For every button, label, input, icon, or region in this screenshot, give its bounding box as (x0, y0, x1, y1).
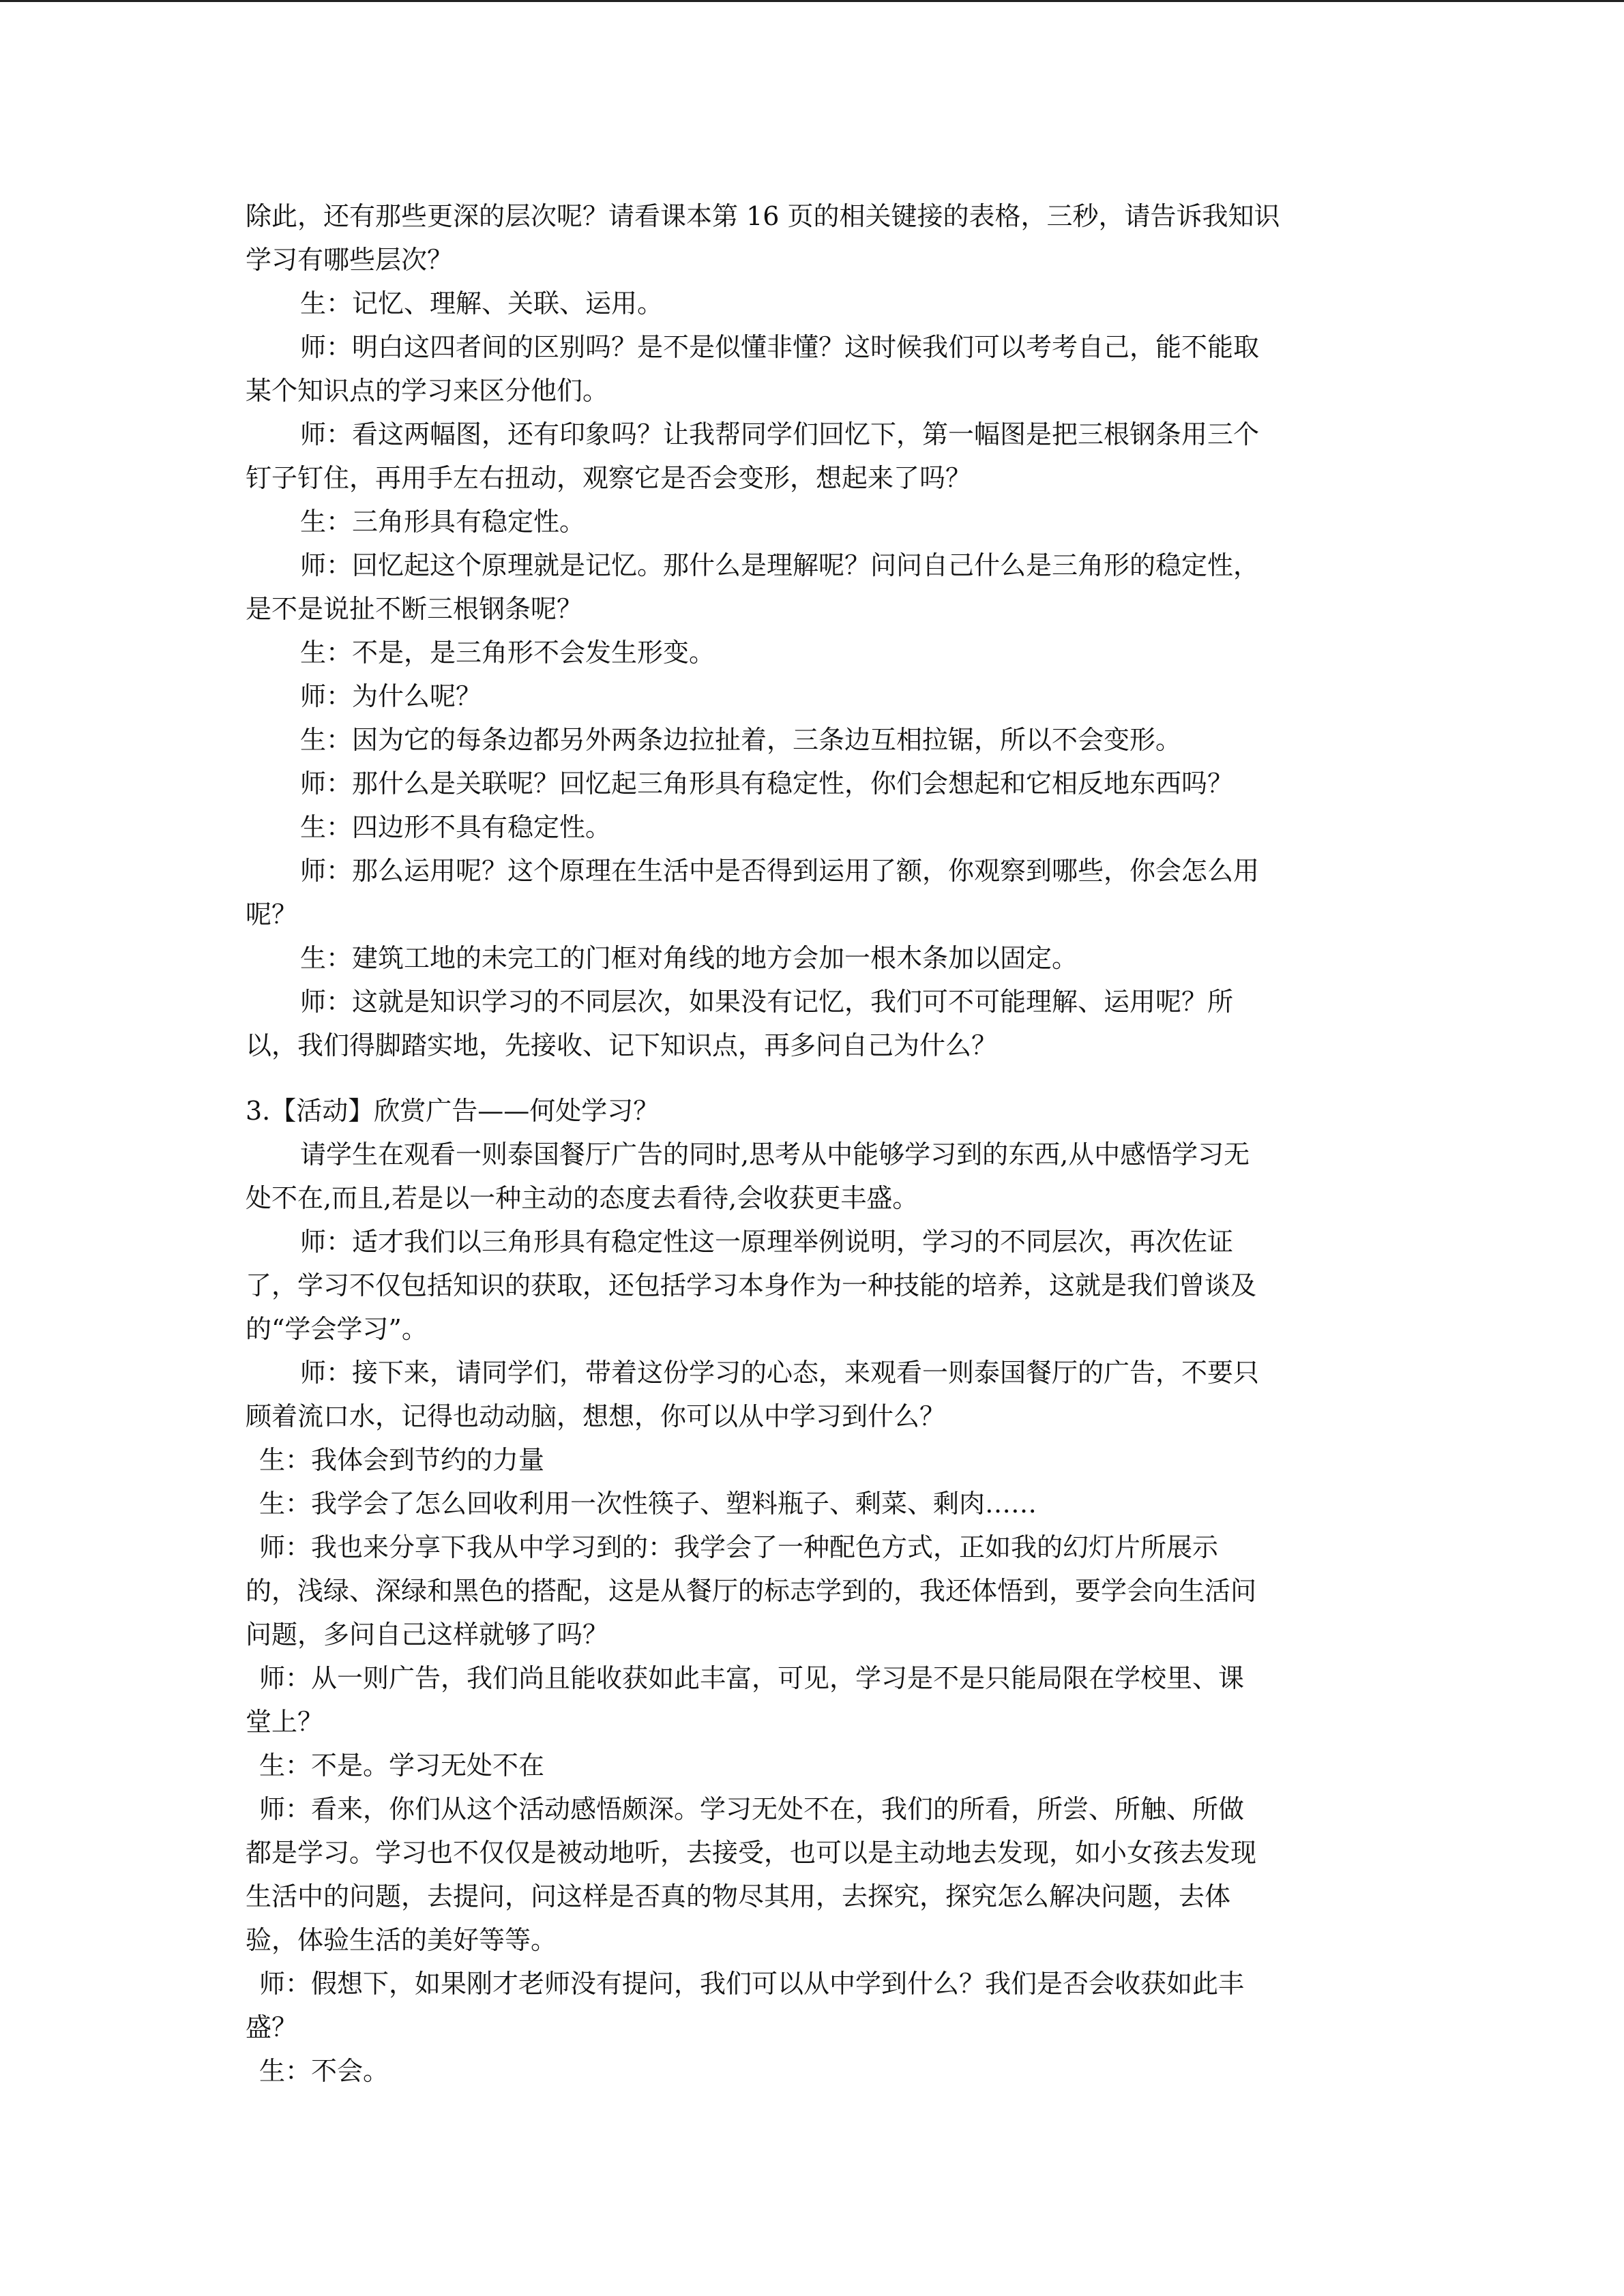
text-line: 是不是说扯不断三根钢条呢？ (246, 594, 583, 624)
text-line: 请学生在观看一则泰国餐厅广告的同时,思考从中能够学习到的东西,从中感悟学习无 (300, 1139, 1250, 1169)
text-line: 师：那什么是关联呢？回忆起三角形具有稳定性，你们会想起和它相反地东西吗？ (300, 769, 1234, 799)
text-line: 盛？ (246, 2012, 298, 2042)
text-line: 都是学习。学习也不仅仅是被动地听，去接受，也可以是主动地去发现，如小女孩去发现 (246, 1838, 1257, 1868)
text-line: 生：因为它的每条边都另外两条边拉扯着，三条边互相拉锯，所以不会变形。 (300, 725, 1182, 755)
text-line: 某个知识点的学习来区分他们。 (246, 376, 609, 406)
text-line: 师：适才我们以三角形具有稳定性这一原理举例说明，学习的不同层次，再次佐证 (300, 1227, 1234, 1257)
text-line: 验，体验生活的美好等等。 (246, 1925, 557, 1955)
text-line: 呢？ (246, 899, 298, 929)
text-line: 生：不会。 (259, 2056, 389, 2086)
text-line: 的“学会学习”。 (246, 1314, 428, 1344)
text-line: 生活中的问题，去提问，问这样是否真的物尽其用，去探究，探究怎么解决问题，去体 (246, 1881, 1231, 1911)
text-line: 堂上？ (246, 1707, 324, 1737)
text-line: 师：从一则广告，我们尚且能收获如此丰富，可见，学习是不是只能局限在学校里、课 (259, 1663, 1245, 1693)
text-line: 生：我体会到节约的力量 (259, 1445, 545, 1475)
text-line: 顾着流口水，记得也动动脑，想想，你可以从中学习到什么？ (246, 1401, 946, 1431)
text-line: 的，浅绿、深绿和黑色的搭配，这是从餐厅的标志学到的，我还体悟到，要学会向生活问 (246, 1576, 1257, 1606)
text-line: 师：这就是知识学习的不同层次，如果没有记忆，我们可不可能理解、运用呢？所 (300, 987, 1234, 1017)
text-line: 师：假想下，如果刚才老师没有提问，我们可以从中学到什么？我们是否会收获如此丰 (259, 1969, 1245, 1999)
text-line: 处不在,而且,若是以一种主动的态度去看待,会收获更丰盛。 (246, 1183, 919, 1213)
page-top-border (0, 0, 1624, 2)
text-line: 除此，还有那些更深的层次呢？请看课本第 16 页的相关键接的表格，三秒，请告诉我知识 (246, 201, 1280, 231)
text-line: 生：建筑工地的未完工的门框对角线的地方会加一根木条加以固定。 (300, 943, 1078, 973)
text-line: 钉子钉住，再用手左右扭动，观察它是否会变形，想起来了吗？ (246, 463, 972, 493)
text-line: 生：不是，是三角形不会发生形变。 (300, 638, 715, 668)
text-line: 师：我也来分享下我从中学习到的：我学会了一种配色方式，正如我的幻灯片所展示 (259, 1532, 1219, 1562)
text-line: 生：四边形不具有稳定性。 (300, 812, 612, 842)
text-line: 问题，多问自己这样就够了吗？ (246, 1620, 609, 1650)
text-line: 师：为什么呢？ (300, 681, 482, 711)
text-line: 师：看这两幅图，还有印象吗？让我帮同学们回忆下，第一幅图是把三根钢条用三个 (300, 419, 1260, 449)
text-line: 生：三角形具有稳定性。 (300, 507, 586, 537)
text-line: 生：不是。学习无处不在 (259, 1750, 545, 1780)
text-line: 师：明白这四者间的区别吗？是不是似懂非懂？这时候我们可以考考自己，能不能取 (300, 332, 1260, 362)
text-line: 了，学习不仅包括知识的获取，还包括学习本身作为一种技能的培养，这就是我们曾谈及 (246, 1270, 1257, 1300)
text-line: 师：接下来，请同学们，带着这份学习的心态，来观看一则泰国餐厅的广告，不要只 (300, 1358, 1260, 1388)
text-line: 以，我们得脚踏实地，先接收、记下知识点，再多问自己为什么？ (246, 1030, 998, 1060)
text-line: 学习有哪些层次？ (246, 245, 454, 275)
text-line: 生：我学会了怎么回收利用一次性筷子、塑料瓶子、剩菜、剩肉…… (259, 1489, 1037, 1519)
text-line: 师：那么运用呢？这个原理在生活中是否得到运用了额，你观察到哪些，你会怎么用 (300, 856, 1260, 886)
text-line: 师：回忆起这个原理就是记忆。那什么是理解呢？问问自己什么是三角形的稳定性， (300, 550, 1260, 580)
section-heading: 3.【活动】欣赏广告——何处学习？ (246, 1096, 660, 1126)
text-line: 师：看来，你们从这个活动感悟颇深。学习无处不在，我们的所看，所尝、所触、所做 (259, 1794, 1245, 1824)
text-line: 生：记忆、理解、关联、运用。 (300, 288, 664, 318)
